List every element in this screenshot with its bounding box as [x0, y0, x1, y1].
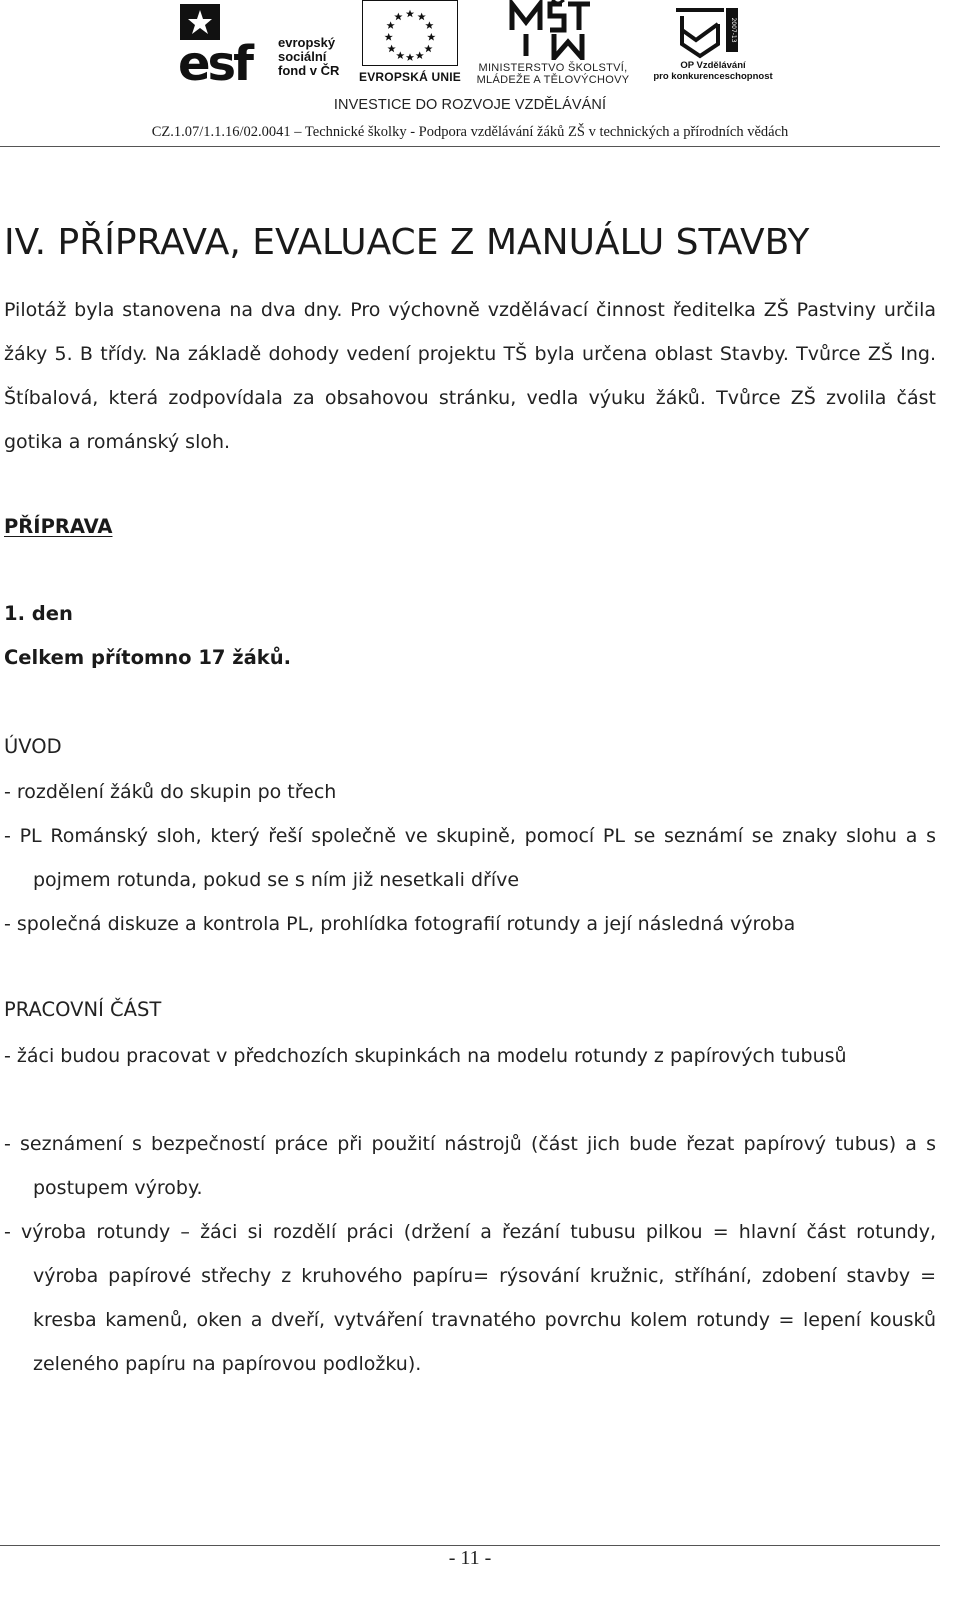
msmt-logo [468, 0, 638, 90]
day-label: 1. den [4, 602, 73, 625]
list-item-text: - žáci budou pracovat v předchozích skupinkách na modelu rotundy z papírových tubusů [4, 1045, 847, 1067]
attendance-line: Celkem přítomno 17 žáků. [4, 646, 292, 669]
list-item [4, 1122, 936, 1210]
list-item-text: - výroba rotundy – žáci si rozdělí práci (držení a řezání tubusu pilkou = hlavní část rotundy, výroba papírové střechy z kruhového papíru= rýsování kružnic, stříhání, zdobení stavby = kresba kamenů, oken a dveří, vytváření travnatého povrchu kolem rotundy = lepení kousků zeleného papíru na papírovou podložku). [4, 1221, 936, 1375]
eu-text: EVROPSKÁ UNIE [359, 70, 461, 84]
project-line: CZ.1.07/1.1.16/02.0041 – Technické školky - Podpora vzdělávání žáků ZŠ v technických a přírodních vědách [151, 124, 789, 140]
list-item [4, 1210, 936, 1386]
svg-text:2007-13: 2007-13 [730, 17, 737, 43]
page-header [0, 0, 960, 150]
list-item [4, 1034, 936, 1078]
section-heading: PŘÍPRAVA [4, 515, 113, 538]
prac-heading: PRACOVNÍ ČÁST [4, 998, 162, 1021]
investment-slogan: INVESTICE DO ROZVOJE VZDĚLÁVÁNÍ [333, 97, 607, 113]
list-item [4, 814, 936, 902]
page-number: - 11 - [448, 1547, 492, 1569]
page-title: IV. PŘÍPRAVA, EVALUACE Z MANUÁLU STAVBY [4, 222, 810, 263]
eu-flag-icon [362, 0, 458, 66]
eu-logo [356, 0, 464, 90]
esf-logo [178, 0, 358, 90]
esf-text: evropský sociální fond v ČR [278, 35, 340, 78]
intro-paragraph: Pilotáž byla stanovena na dva dny. Pro výchovně vzdělávací činnost ředitelka ZŠ Pastviny určila žáky 5. B třídy. Na základě dohody vedení projektu TŠ byla určena oblast Stavby. Tvůrce ZŠ Ing. Štíbalová, která zodpovídala za obsahovou stránku, vedla výuku žáků. Tvůrce ZŠ zvolila část gotika a románský sloh. [4, 299, 936, 453]
list-item [4, 770, 936, 814]
msmt-mark-icon [506, 0, 596, 60]
list-item-text: - společná diskuze a kontrola PL, prohlídka fotografií rotundy a její následná výroba [4, 913, 796, 935]
esf-mark-icon [178, 2, 270, 82]
op-text: OP Vzdělávání pro konkurenceschopnost [653, 60, 773, 82]
list-item-text: - PL Románský sloh, který řeší společně ve skupině, pomocí PL se seznámí se znaky slohu a s pojmem rotunda, pokud se s ním již nesetkali dříve [4, 825, 936, 891]
footer-divider [0, 1545, 940, 1546]
msmt-text: MINISTERSTVO ŠKOLSTVÍ, MLÁDEŽE A TĚLOVÝCHOVY [476, 62, 630, 86]
list-item-text: - seznámení s bezpečností práce při použití nástrojů (část jich bude řezat papírový tubus) a s postupem výroby. [4, 1133, 936, 1199]
list-item [4, 902, 936, 946]
header-divider [0, 146, 940, 147]
logo-strip [178, 0, 778, 92]
op-mark-icon [666, 4, 746, 62]
list-item-text: - rozdělení žáků do skupin po třech [4, 781, 337, 803]
op-logo [648, 0, 778, 90]
svg-text:esf: esf [178, 36, 252, 82]
uvod-heading: ÚVOD [4, 735, 62, 758]
